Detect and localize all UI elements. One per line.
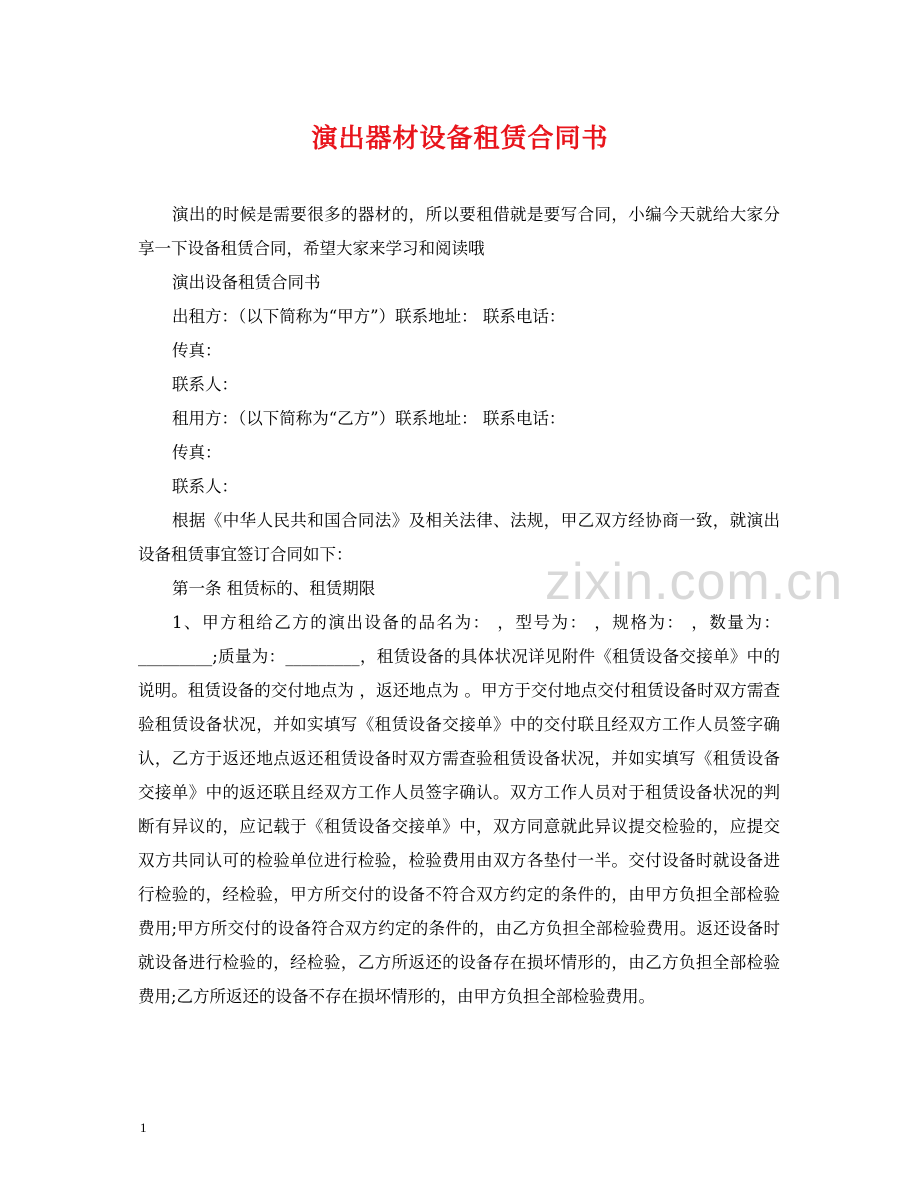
lessor-contact: 联系人：: [172, 375, 238, 394]
lessee-fax: 传真：: [172, 443, 222, 462]
lessor-line: 出租方：（以下简称为“甲方”）联系地址： 联系电话：: [172, 307, 566, 326]
lessor-fax: 传真：: [172, 341, 222, 360]
contract-title-line: 演出设备租赁合同书: [172, 273, 321, 292]
intro-paragraph: 演出的时候是需要很多的器材的，所以要租借就是要写合同，小编今天就给大家分享一下设备租赁合同，希望大家来学习和阅读哦: [138, 205, 780, 258]
document-body: [138, 198, 780, 1014]
article1-clause1: 1、甲方租给乙方的演出设备的品名为： ，型号为： ，规格为： ，数量为：_________;质量为：_________，租赁设备的具体状况详见附件《租赁设备交接单》中的说明。租赁设备的交付地点为 ，返还地点为 。甲方于交付地点交付租赁设备时双方需查验租赁设备状况，并如实填写《租赁设备交接单》中的交付联且经双方工作人员签字确认，乙方于返还地点返还租赁设备时双方需查验租赁设备状况，并如实填写《租赁设备交接单》中的返还联且经双方工作人员签字确认。双方工作人员对于租赁设备状况的判断有异议的，应记载于《租赁设备交接单》中，双方同意就此异议提交检验的，应提交双方共同认可的检验单位进行检验，检验费用由双方各垫付一半。交付设备时就设备进行检验的，经检验，甲方所交付的设备不符合双方约定的条件的，由甲方负担全部检验费用;甲方所交付的设备符合双方约定的条件的，由乙方负担全部检验费用。返还设备时就设备进行检验的，经检验，乙方所返还的设备存在损坏情形的，由乙方负担全部检验费用;乙方所返还的设备不存在损坏情形的，由甲方负担全部检验费用。: [138, 613, 780, 1006]
article1-heading: 第一条 租赁标的、租赁期限: [172, 579, 376, 598]
document-title: 演出器材设备租赁合同书: [311, 124, 609, 154]
lessee-contact: 联系人：: [172, 477, 238, 496]
basis-paragraph: 根据《中华人民共和国合同法》及相关法律、法规，甲乙双方经协商一致，就演出设备租赁事宜签订合同如下：: [138, 511, 780, 564]
watermark: zixin.com.cn: [545, 553, 844, 611]
lessee-line: 租用方：（以下简称为“乙方”）联系地址： 联系电话：: [172, 409, 566, 428]
page-number: 1: [140, 1120, 147, 1135]
